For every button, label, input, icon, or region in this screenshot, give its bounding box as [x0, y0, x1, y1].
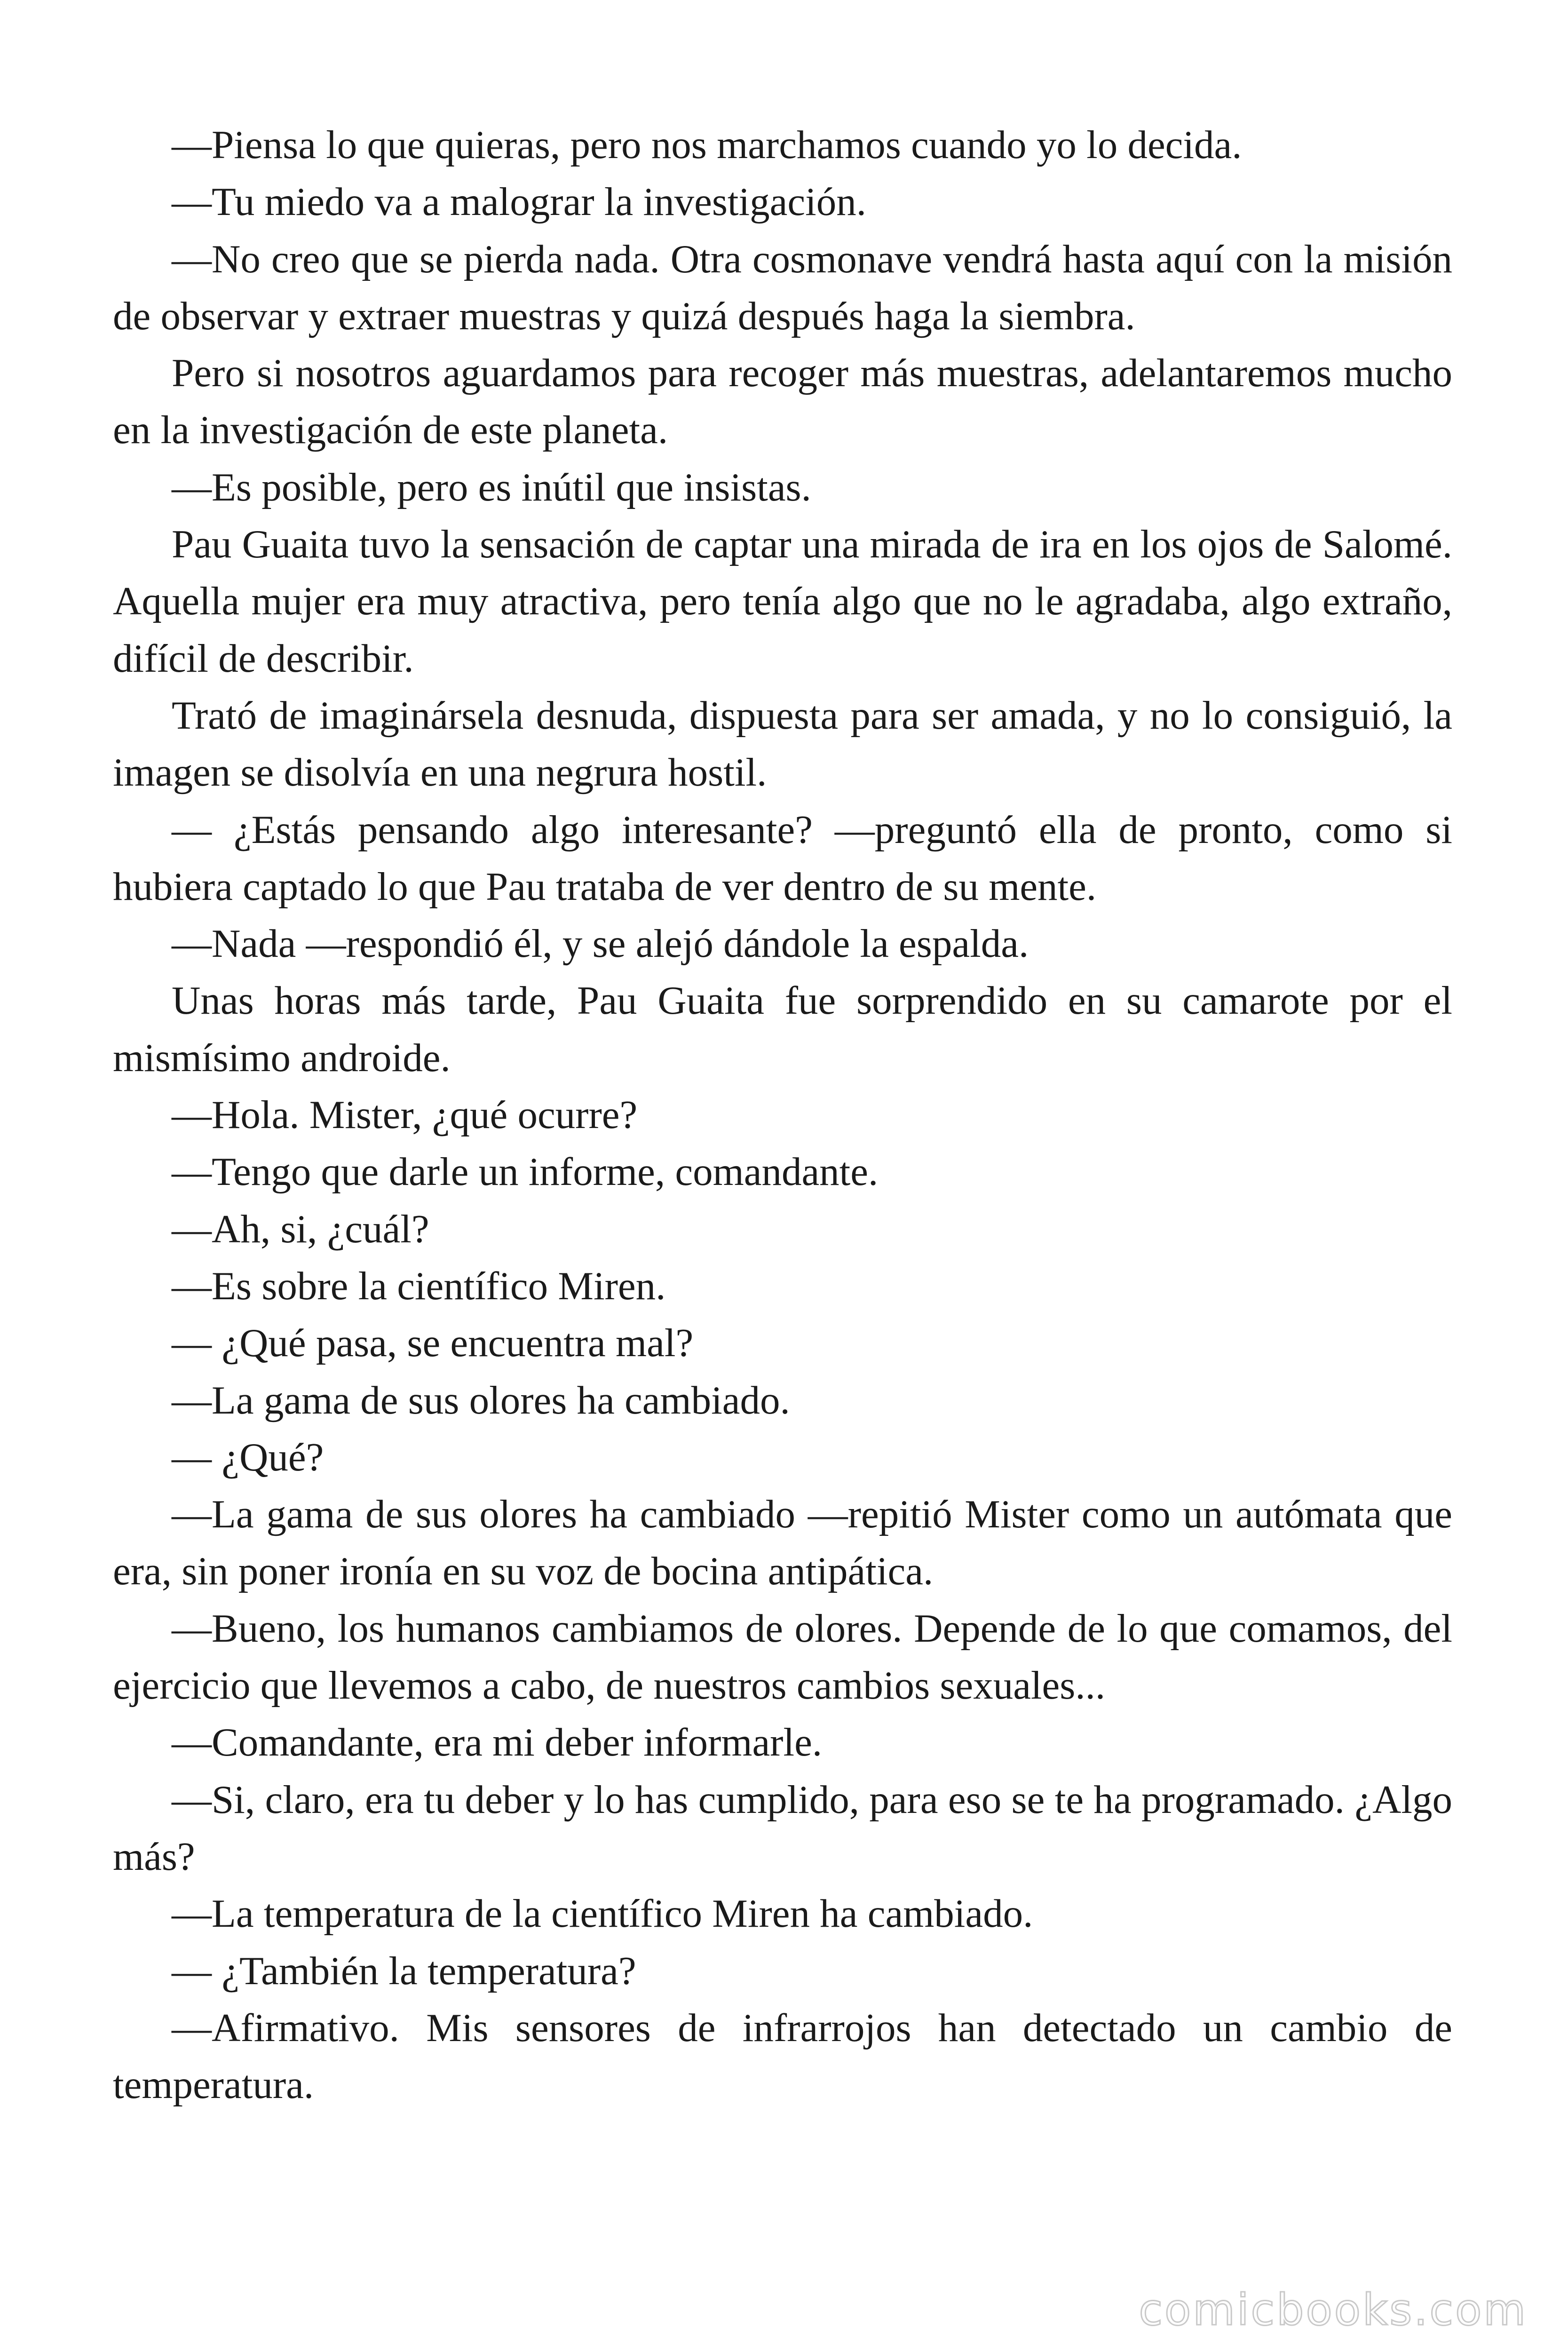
watermark: comicbooks.com — [1139, 2285, 1528, 2335]
paragraph: —Si, claro, era tu deber y lo has cumplido, para eso se te ha programado. ¿Algo más? — [113, 1777, 1452, 1879]
paragraph: —Hola. Mister, ¿qué ocurre? — [172, 1093, 638, 1137]
paragraph: Trató de imaginársela desnuda, dispuesta para ser amada, y no lo consiguió, la imagen se disolvía en una negrura hostil. — [113, 693, 1452, 795]
paragraph: —Es sobre la científico Miren. — [172, 1263, 666, 1308]
paragraph: —Comandante, era mi deber informarle. — [172, 1720, 823, 1765]
paragraph: —La temperatura de la científico Miren ha cambiado. — [172, 1891, 1033, 1936]
paragraph: — ¿Qué pasa, se encuentra mal? — [172, 1321, 694, 1366]
paragraph: —La gama de sus olores ha cambiado. — [172, 1378, 790, 1422]
paragraph: — ¿Qué? — [172, 1435, 324, 1479]
paragraph: —Tengo que darle un informe, comandante. — [172, 1150, 879, 1194]
paragraph: —Nada —respondió él, y se alejó dándole la espalda. — [172, 922, 1029, 966]
paragraph: —Bueno, los humanos cambiamos de olores. Depende de lo que comamos, del ejercicio que llevemos a cabo, de nuestros cambios sexuales... — [113, 1606, 1452, 1708]
paragraph: Pero si nosotros aguardamos para recoger más muestras, adelantaremos mucho en la investigación de este planeta. — [113, 351, 1452, 453]
paragraph: — ¿También la temperatura? — [172, 1948, 636, 1993]
body-text — [113, 117, 1452, 2114]
paragraph: Unas horas más tarde, Pau Guaita fue sorprendido en su camarote por el mismísimo androide. — [113, 978, 1452, 1080]
paragraph: —Es posible, pero es inútil que insistas. — [172, 465, 811, 509]
paragraph: —No creo que se pierda nada. Otra cosmonave vendrá hasta aquí con la misión de observar y extraer muestras y quizá después haga la siembra. — [113, 237, 1452, 338]
paragraph: —Tu miedo va a malograr la investigación. — [172, 180, 866, 224]
paragraph: Pau Guaita tuvo la sensación de captar una mirada de ira en los ojos de Salomé. Aquella mujer era muy atractiva, pero tenía algo que no le agradaba, algo extraño, difícil de describir. — [113, 522, 1452, 681]
paragraph: —Ah, si, ¿cuál? — [172, 1207, 429, 1251]
paragraph: —Afirmativo. Mis sensores de infrarrojos han detectado un cambio de temperatura. — [113, 2005, 1452, 2107]
paragraph: —Piensa lo que quieras, pero nos marchamos cuando yo lo decida. — [172, 123, 1242, 167]
paragraph: —La gama de sus olores ha cambiado —repitió Mister como un autómata que era, sin poner ironía en su voz de bocina antipática. — [113, 1492, 1452, 1594]
paragraph: — ¿Estás pensando algo interesante? —preguntó ella de pronto, como si hubiera captado lo que Pau trataba de ver dentro de su mente. — [113, 807, 1452, 909]
